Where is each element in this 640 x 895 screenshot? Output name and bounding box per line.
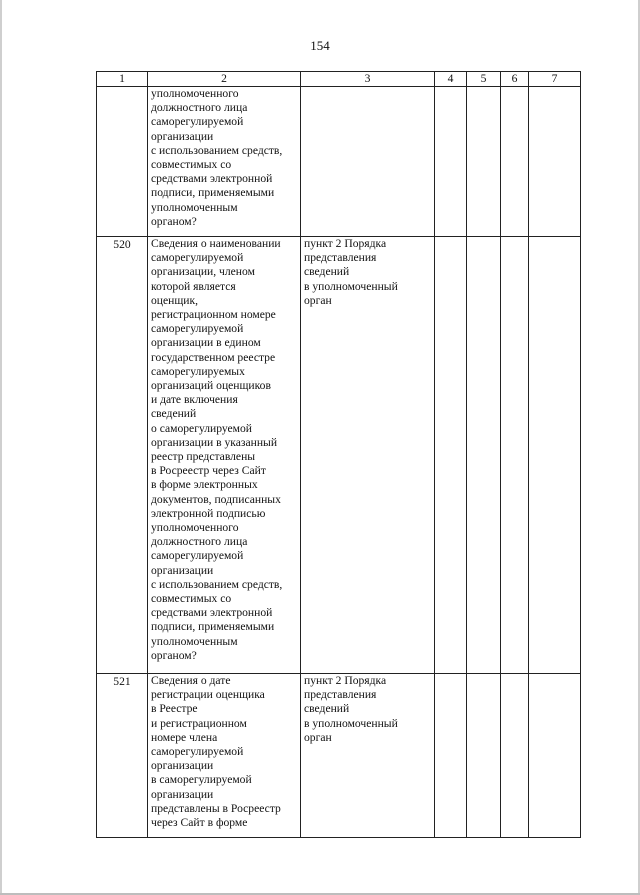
answer-cell: [467, 674, 501, 838]
column-header: 2: [148, 72, 301, 87]
column-header: 5: [467, 72, 501, 87]
notes-cell: [529, 87, 581, 237]
question-cell: [148, 674, 301, 838]
question-text: Сведения о наименовании саморегулируемой организации, членом которой является оценщик, регистрационном номере саморегулируемой организации в едином государственном реестре саморегулируемых организаций оценщиков и дате включения сведений о саморегулируемой организации в указанный реестр представлены в Росреестр через Сайт в форме электронных документов, подписанных электронной подписью уполномоченного должностного лица саморегулируемой организации с использованием средств, совместимых со средствами электронной подписи, применяемыми уполномоченным органом?: [151, 237, 283, 662]
notes-cell: [529, 237, 581, 674]
answer-cell: [501, 674, 529, 838]
row-number-cell: [97, 87, 148, 237]
scan-edge-left: [0, 0, 2, 895]
column-header: 3: [301, 72, 435, 87]
table-row: [97, 237, 581, 674]
answer-cell: [467, 87, 501, 237]
answer-cell: [435, 237, 467, 674]
column-header: 1: [97, 72, 148, 87]
question-cell: [148, 87, 301, 237]
reference-cell: [301, 87, 435, 237]
answer-cell: [435, 674, 467, 838]
row-number-cell: 520: [97, 237, 148, 674]
page-number: 154: [310, 38, 330, 53]
answer-cell: [435, 87, 467, 237]
question-text: уполномоченного должностного лица саморегулируемой организации с использованием средств, совместимых со средствами электронной подписи, применяемыми уполномоченным органом?: [151, 87, 283, 228]
column-header: 7: [529, 72, 581, 87]
table-row: [97, 674, 581, 838]
answer-cell: [501, 87, 529, 237]
reference-text: пункт 2 Порядка представления сведений в уполномоченный орган: [304, 237, 398, 307]
question-cell: [148, 237, 301, 674]
column-header: 6: [501, 72, 529, 87]
notes-cell: [529, 674, 581, 838]
reference-cell: [301, 237, 435, 674]
answer-cell: [501, 237, 529, 674]
row-number-cell: 521: [97, 674, 148, 838]
reference-cell: [301, 674, 435, 838]
column-header: 4: [435, 72, 467, 87]
question-text: Сведения о дате регистрации оценщика в Реестре и регистрационном номере члена саморегулируемой организации в саморегулируемой организации представлены в Росреестр через Сайт в форме: [151, 674, 281, 830]
answer-cell: [467, 237, 501, 674]
reference-text: пункт 2 Порядка представления сведений в уполномоченный орган: [304, 674, 398, 744]
table-row: [97, 87, 581, 237]
table-header-row: [97, 72, 581, 87]
checklist-table: [96, 71, 581, 838]
